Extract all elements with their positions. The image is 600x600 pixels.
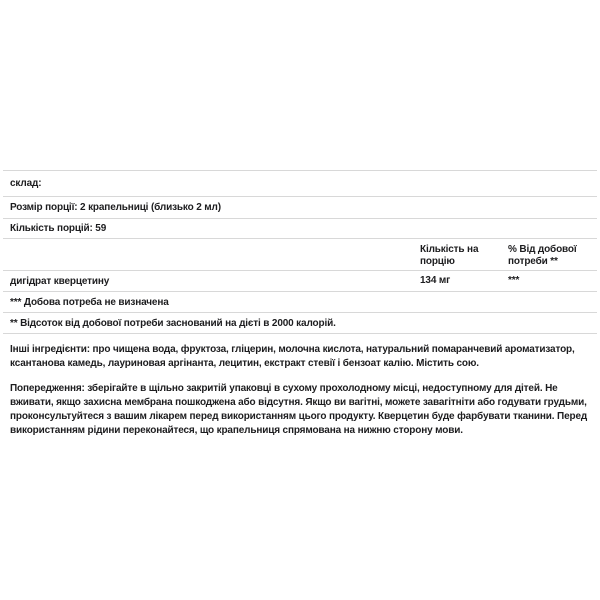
amount-per-serving-header: Кількість на порцію [420,244,479,267]
supplement-facts-label [0,170,600,438]
warnings-text: Попередження: зберігайте в щільно закритій упаковці в сухому прохолодному місці, недоступному для дітей. Не вживати, якщо захисна мембрана пошкоджена або відсутня. Якщо ви вагітні, можете завагітніти або годувати грудьми, проконсультуйтеся з вашим лікарем перед використанням цього продукту. Кверцетин буде фарбувати тканини. Перед використанням рідини переконайтеся, що крапельниця спрямована на нижню сторону мови. [10,383,588,436]
footnote-percent-basis-row [3,313,597,334]
serving-size-text: Розмір порції: 2 крапельниці (близько 2 мл) [10,202,221,213]
footnote-not-established-row [3,292,597,313]
serving-size-row [3,197,597,219]
servings-count-text: Кількість порцій: 59 [10,223,107,234]
ingredient-name: дигідрат кверцетину [10,275,110,287]
ingredient-row [3,271,597,292]
composition-heading: склад: [10,178,42,189]
footnote-percent-basis-text: ** Відсоток від добової потреби заснований на дієті в 2000 калорій. [10,317,336,329]
ingredient-daily-value: *** [508,275,520,286]
composition-row [3,171,597,197]
table-header-row [3,239,597,271]
footnote-not-established-text: *** Добова потреба не визначена [10,296,169,308]
servings-count-row [3,219,597,239]
facts-table [3,170,597,334]
other-ingredients-text: Інші інгредієнти: про чищена вода, фруктоза, гліцерин, молочна кислота, натуральний помаранчевий ароматизатор, ксантанова камедь, лауриновая аргінанта, лецитин, екстракт стевії і бензоат калію. Містить сою. [10,344,575,369]
daily-value-header: % Від добової потреби ** [508,244,577,267]
ingredient-amount: 134 мг [420,275,451,286]
